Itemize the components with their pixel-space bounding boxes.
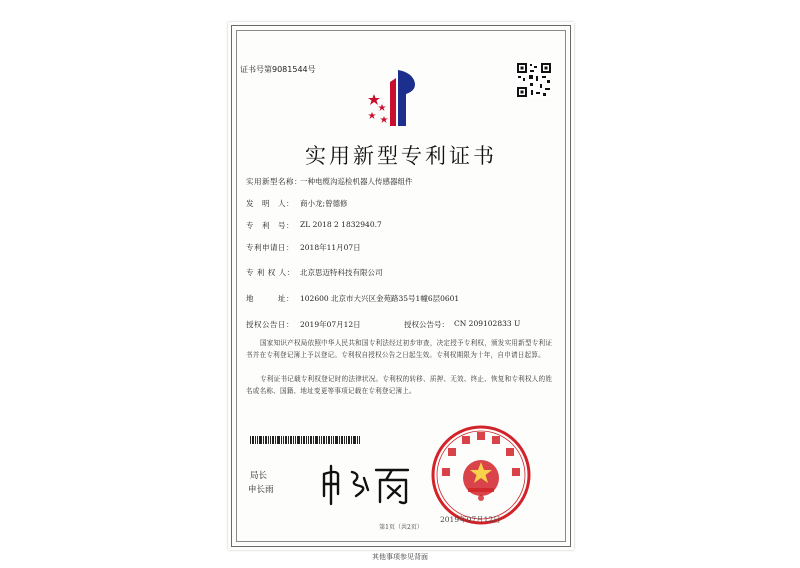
official-name: 申长雨: [248, 485, 274, 495]
field-label-inventor: 发 明 人：: [246, 199, 294, 208]
certificate-number: 证书号第9081544号: [240, 65, 316, 74]
qr-code-icon: [516, 62, 552, 98]
auth-number-label: 授权公告号：: [404, 320, 449, 329]
field-label-filing-date: 专利申请日：: [246, 243, 294, 252]
footer-note: 其他事项参见背面: [372, 553, 428, 561]
field-label-patent-number: 专 利 号：: [246, 221, 294, 230]
field-label-address: 地 址：: [246, 294, 294, 303]
auth-date-label: 授权公告日：: [246, 320, 294, 329]
auth-date-value: 2019年07月12日: [300, 320, 361, 329]
official-seal-icon: [428, 422, 534, 528]
page-indicator: 第1页（共2页）: [379, 524, 423, 531]
field-value-patentee: 北京思迈特科技有限公司: [300, 268, 383, 277]
legal-status-statement: 专利证书记载专利权登记时的法律状况。专利权的转移、质押、无效、终止、恢复和专利权人的姓名或名称、国籍、地址变更等事项记载在专利登记簿上。: [246, 375, 553, 395]
seal-date: 2019年07月12日: [440, 515, 501, 524]
field-value-filing-date: 2018年11月07日: [300, 243, 361, 252]
auth-number-value: CN 209102833 U: [454, 319, 521, 328]
field-label-patentee: 专 利 权 人：: [246, 268, 295, 277]
field-value-patent-number: ZL 2018 2 1832940.7: [300, 220, 382, 229]
field-label-utility-model-name: 实用新型名称：: [246, 177, 302, 186]
field-value-inventor: 商小龙;曾德修: [300, 199, 348, 208]
certificate-title: 实用新型专利证书: [305, 144, 497, 168]
grant-statement: 国家知识产权局依照中华人民共和国专利法经过初步审查，决定授予专利权，颁发实用新型专利证书并在专利登记簿上予以登记。专利权自授权公告之日起生效。专利权期限为十年，自申请日起算。: [246, 339, 553, 359]
director-signature-icon: [316, 462, 416, 506]
barcode-icon: [250, 436, 360, 444]
field-value-address: 102600 北京市大兴区金苑路35号1幢6层0601: [300, 294, 460, 303]
patent-certificate: [228, 22, 574, 550]
field-value-utility-model-name: 一种电缆沟巡检机器人传感器组件: [300, 177, 413, 186]
official-title-director: 局长: [250, 471, 268, 481]
cnipa-logo-icon: [360, 64, 420, 134]
